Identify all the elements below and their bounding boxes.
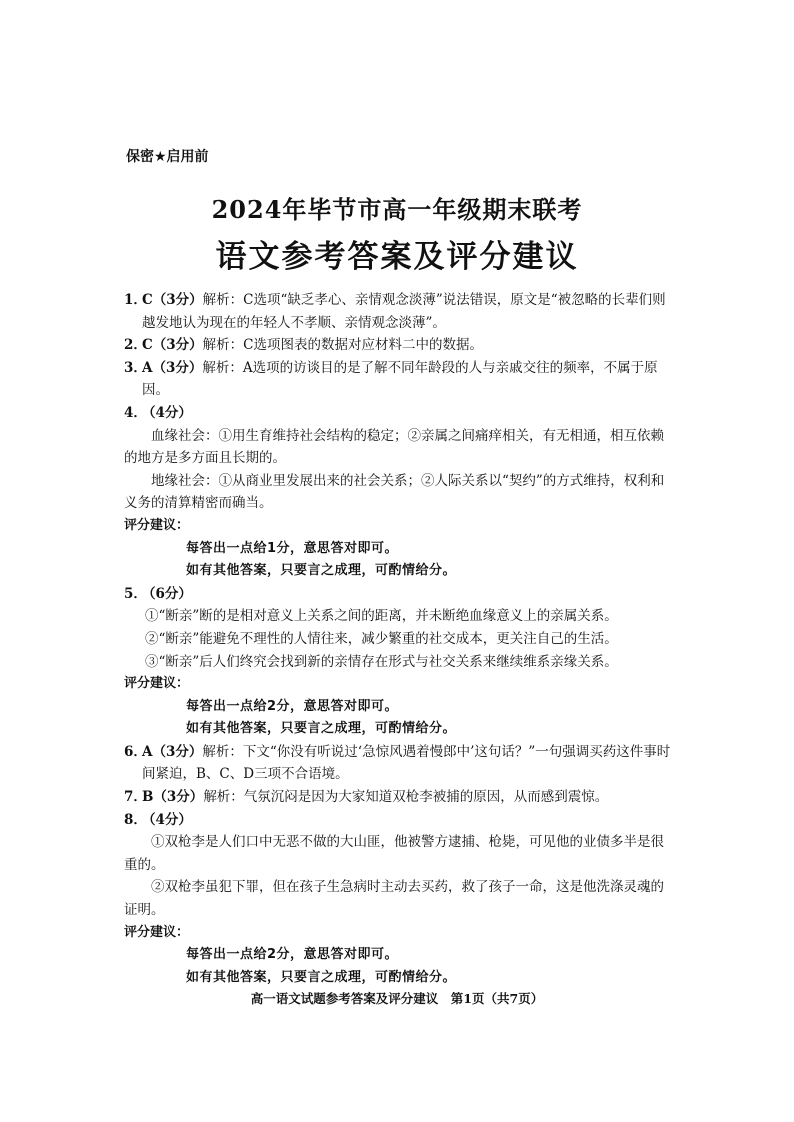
answer-point: ②“断亲”能避免不理性的人情往来，减少繁重的社交成本，更关注自己的生活。 [145,630,618,647]
question-number: 6． [124,743,147,760]
question-3 [124,357,672,402]
question-number: 7． [124,789,147,806]
question-6 [124,741,672,786]
question-1 [124,289,672,334]
question-5 [124,583,672,606]
question-2 [124,334,672,357]
answer-paragraph: 地缘社会：①从商业里发展出来的社会关系；②人际关系以“契约”的方式维持，权利和义务的清算精密而确当。 [124,472,665,512]
score-rule: 每答出一点给1分，意思答对即可。 [186,540,399,556]
answer-key: C（3分） [142,337,203,354]
question-8 [124,809,672,832]
document-subtitle: 语文参考答案及评分建议 [215,239,579,275]
answer-paragraph: ②双枪李虽犯下罪，但在孩子生急病时主动去买药，救了孩子一命，这是他洗涤灵魂的证明。 [124,879,664,919]
score-suggestion-label: 评分建议： [124,924,190,940]
explanation-text: 解析：C选项“缺乏孝心、亲情观念淡薄”说法错误，原文是“被忽略的长辈们则越发地认为现在的年轻人不孝顺、亲情观念淡薄”。 [142,292,666,331]
answer-key: （4分） [142,811,192,828]
score-rule: 如有其他答案，只要言之成理，可酌情给分。 [186,563,457,579]
answer-key: A（3分） [142,743,203,760]
score-suggestion-label: 评分建议： [124,676,190,692]
answer-key: B（3分） [142,789,204,806]
score-rule: 每答出一点给2分，意思答对即可。 [186,698,399,714]
answer-key: C（3分） [142,292,203,308]
score-suggestion-label: 评分建议： [124,517,190,533]
answer-key: A（3分） [142,359,203,376]
score-rule: 如有其他答案，只要言之成理，可酌情给分。 [186,721,457,737]
question-4 [124,402,672,425]
question-number: 2． [124,337,147,354]
answer-key: （6分） [142,585,192,602]
confidential-mark: 保密★启用前 [126,149,209,165]
answer-paragraph: 血缘社会：①用生育维持社会结构的稳定；②亲属之间痛痒相关，有无相通，相互依赖的地方是多方面且长期的。 [124,427,664,467]
answer-point: ①“断亲”断的是相对意义上关系之间的距离，并未断绝血缘意义上的亲属关系。 [145,608,618,625]
page-footer: 高一语文试题参考答案及评分建议 第1页（共7页） [250,991,544,1006]
question-7 [124,786,672,809]
score-rule: 如有其他答案，只要言之成理，可酌情给分。 [186,969,457,985]
score-rule: 每答出一点给2分，意思答对即可。 [186,947,399,963]
explanation-text: 解析：C选项图表的数据对应材料二中的数据。 [202,337,483,354]
explanation-text: 解析：下文“你没有听说过‘急惊风遇着慢郎中’这句话？”一句强调买药这件事时间紧迫，B、C、D三项不合语境。 [142,743,671,783]
question-number: 1． [124,292,147,308]
question-number: 4． [124,404,147,421]
question-number: 8． [124,811,147,828]
exam-title: 2024年毕节市高一年级期末联考 [211,195,583,224]
answer-content [124,289,672,989]
explanation-text: 解析：A选项的访谈目的是了解不同年龄段的人与亲戚交往的频率，不属于原因。 [142,359,658,399]
question-number: 3． [124,359,147,376]
question-number: 5． [124,585,147,602]
answer-paragraph: ①双枪李是人们口中无恶不做的大山匪，他被警方逮捕、枪毙，可见他的业债多半是很重的。 [124,834,664,873]
answer-key: （4分） [142,404,192,421]
explanation-text: 解析：气氛沉闷是因为大家知道双枪李被捕的原因，从而感到震惊。 [203,789,609,806]
answer-point: ③“断亲”后人们终究会找到新的亲情存在形式与社交关系来继续维系亲缘关系。 [145,653,618,670]
